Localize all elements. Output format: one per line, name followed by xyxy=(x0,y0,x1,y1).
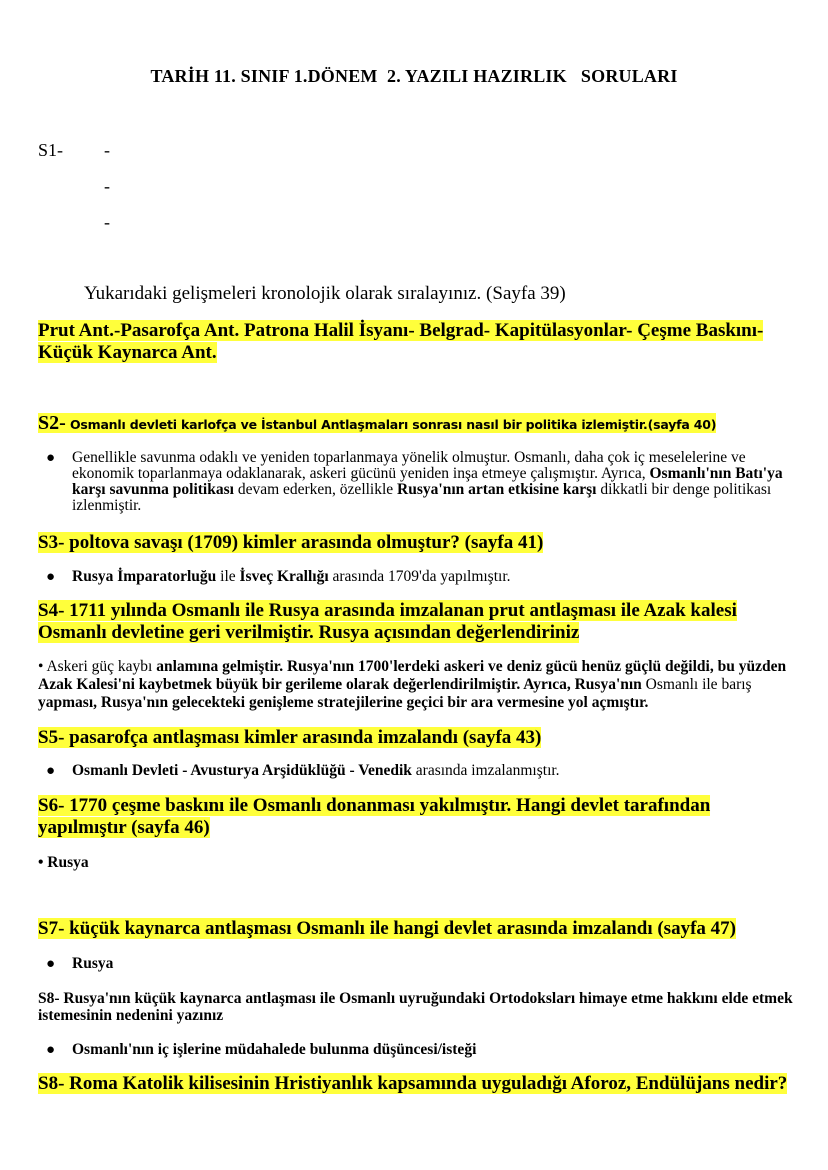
s1-answer-text: Prut Ant.-Pasarofça Ant. Patrona Halil İsyanı- Belgrad- Kapitülasyonlar- Çeşme Baskını- Küçük Kaynarca Ant. xyxy=(38,320,764,363)
s1-dash-3: - xyxy=(104,212,110,232)
s3-answer: Rusya İmparatorluğu ile İsveç Krallığı arasında 1709'da yapılmıştır. xyxy=(72,568,511,585)
s1-dash-1: - xyxy=(104,140,110,160)
s2-label: S2- xyxy=(38,412,66,434)
bullet-icon: ● xyxy=(46,569,56,585)
s7-answer-list xyxy=(46,956,806,972)
s1-label: S1- xyxy=(38,140,64,160)
s6-question: S6- 1770 çeşme baskını ile Osmanlı donanması yakılmıştır. Hangi devlet tarafından yapılmıştır (sayfa 46) xyxy=(38,795,711,838)
list-item xyxy=(46,763,806,779)
s8a-answer-list xyxy=(46,1042,806,1058)
s8a-answer: Osmanlı'nın iç işlerine müdahalede bulunma düşüncesi/isteği xyxy=(72,1041,477,1058)
s1-question: Yukarıdaki gelişmeleri kronolojik olarak sıralayınız. (Sayfa 39) xyxy=(84,283,566,304)
list-item xyxy=(46,956,806,972)
s8a-question: S8- Rusya'nın küçük kaynarca antlaşması ile Osmanlı uyruğundaki Ortodoksları himaye etme hakkını elde etmek istemesinin nedenini yazınız xyxy=(38,990,793,1024)
s2-answer: Genellikle savunma odaklı ve yeniden toparlanmaya yönelik olmuştur. Osmanlı, daha çok iç meselelerine ve ekonomik toparlanmaya odaklanarak, askeri gücünü yeniden inşa etmeye çalışmıştır. Ayrıca, Osmanlı'nın Batı'ya karşı savunma politikası devam ederken, özellikle Rusya'nın artan etkisine karşı dikkatli bir denge politikası izlenmiştir. xyxy=(72,449,783,514)
s4-answer: • Askeri güç kaybı anlamına gelmiştir. Rusya'nın 1700'lerdeki askeri ve deniz gücü henüz güçlü değildi, bu yüzden Azak Kalesi'ni kaybetmek büyük bir gerileme olarak değerlendirilmiştir. Ayrıca, Rusya'nın Osmanlı ile barış yapması, Rusya'nın gelecekteki genişleme stratejilerine geçici bir ara vermesine yol açmıştır. xyxy=(38,658,787,711)
list-item xyxy=(46,569,806,585)
s3-answer-list xyxy=(46,569,806,585)
s2-question-text: Osmanlı devleti karlofça ve İstanbul Antlaşmaları sonrası nasıl bir politika izlemiştir.(sayfa 40) xyxy=(65,417,717,432)
list-item xyxy=(46,1042,806,1058)
bullet-icon: ● xyxy=(46,1042,56,1058)
s2-question xyxy=(38,412,716,435)
s6-answer: • Rusya xyxy=(38,854,89,871)
s5-answer-list xyxy=(46,763,806,779)
bullet-icon: ● xyxy=(46,450,56,466)
s1-answer xyxy=(38,320,798,364)
page-title: TARİH 11. SINIF 1.DÖNEM 2. YAZILI HAZIRLIK SORULARI xyxy=(150,66,678,86)
bullet-icon: ● xyxy=(46,956,56,972)
s8b-question: S8- Roma Katolik kilisesinin Hristiyanlık kapsamında uyguladığı Aforoz, Endülüjans nedir? xyxy=(38,1073,788,1094)
s5-answer: Osmanlı Devleti - Avusturya Arşidüklüğü - Venedik arasında imzalanmıştır. xyxy=(72,762,560,779)
list-item xyxy=(46,450,806,514)
s5-question: S5- pasarofça antlaşması kimler arasında imzalandı (sayfa 43) xyxy=(38,727,542,748)
s3-question: S3- poltova savaşı (1709) kimler arasında olmuştur? (sayfa 41) xyxy=(38,532,544,553)
s7-question: S7- küçük kaynarca antlaşması Osmanlı ile hangi devlet arasında imzalandı (sayfa 47) xyxy=(38,918,736,939)
bullet-icon: ● xyxy=(46,763,56,779)
s4-question: S4- 1711 yılında Osmanlı ile Rusya arasında imzalanan prut antlaşması ile Azak kalesi Osmanlı devletine geri verilmiştir. Rusya açısından değerlendiriniz xyxy=(38,600,737,643)
s2-answer-list xyxy=(46,450,806,514)
s7-answer: Rusya xyxy=(72,955,114,972)
s1-dash-2: - xyxy=(104,176,110,196)
